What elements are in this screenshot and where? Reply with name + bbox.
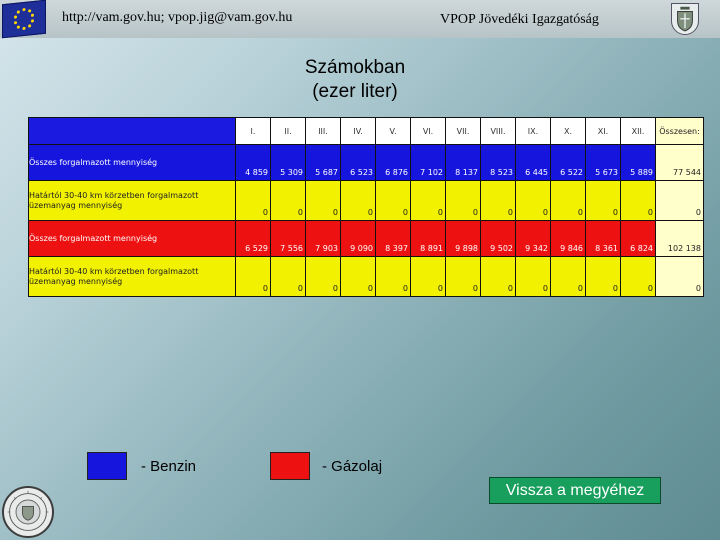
row-total-cell: 102 138 xyxy=(656,221,704,257)
column-header: V. xyxy=(376,117,411,145)
table-cell: 0 xyxy=(551,181,586,221)
title-line-2: (ezer liter) xyxy=(312,81,398,102)
table-cell: 9 846 xyxy=(551,221,586,257)
row-label: Határtól 30-40 km körzetben forgalmazott üzemanyag mennyiség xyxy=(28,257,236,297)
total-column-header: Összesen: xyxy=(656,117,704,145)
column-header: III. xyxy=(306,117,341,145)
table-cell: 0 xyxy=(341,181,376,221)
table-cell: 6 523 xyxy=(341,145,376,181)
page-title xyxy=(250,56,460,104)
column-header: X. xyxy=(551,117,586,145)
eu-flag-icon xyxy=(2,0,46,38)
table-cell: 4 859 xyxy=(236,145,271,181)
header-url[interactable]: http://vam.gov.hu; vpop.jig@vam.gov.hu xyxy=(62,10,293,25)
table-cell: 7 102 xyxy=(411,145,446,181)
table-cell: 0 xyxy=(481,181,516,221)
column-header: IX. xyxy=(516,117,551,145)
table-cell: 8 523 xyxy=(481,145,516,181)
table-cell: 0 xyxy=(516,257,551,297)
table-cell: 8 361 xyxy=(586,221,621,257)
row-total-cell: 0 xyxy=(656,181,704,221)
table-cell: 9 342 xyxy=(516,221,551,257)
benzin-legend-swatch xyxy=(87,452,127,480)
table-cell: 8 891 xyxy=(411,221,446,257)
table-cell: 0 xyxy=(621,181,656,221)
column-header: XII. xyxy=(621,117,656,145)
benzin-legend-label: - Benzin xyxy=(141,458,197,475)
table-cell: 0 xyxy=(306,257,341,297)
table-cell: 0 xyxy=(551,257,586,297)
table-cell: 6 876 xyxy=(376,145,411,181)
table-cell: 0 xyxy=(446,181,481,221)
table-cell: 6 445 xyxy=(516,145,551,181)
table-cell: 0 xyxy=(236,257,271,297)
column-header: VII. xyxy=(446,117,481,145)
monthly-volume-table xyxy=(28,117,704,297)
row-total-cell: 0 xyxy=(656,257,704,297)
row-label: Összes forgalmazott mennyiség xyxy=(28,145,236,181)
table-corner-cell xyxy=(28,117,236,145)
table-cell: 0 xyxy=(271,181,306,221)
row-total-cell: 77 544 xyxy=(656,145,704,181)
table-cell: 0 xyxy=(271,257,306,297)
table-cell: 0 xyxy=(516,181,551,221)
table-cell: 0 xyxy=(586,181,621,221)
column-header: II. xyxy=(271,117,306,145)
table-cell: 8 397 xyxy=(376,221,411,257)
table-cell: 0 xyxy=(376,181,411,221)
table-cell: 6 824 xyxy=(621,221,656,257)
table-cell: 0 xyxy=(341,257,376,297)
table-cell: 0 xyxy=(411,257,446,297)
table-cell: 9 898 xyxy=(446,221,481,257)
anniversary-stamp-icon xyxy=(2,486,54,538)
table-cell: 5 889 xyxy=(621,145,656,181)
header-org-name: VPOP Jövedéki Igazgatóság xyxy=(440,12,599,27)
column-header: VIII. xyxy=(481,117,516,145)
table-cell: 7 556 xyxy=(271,221,306,257)
coat-of-arms-icon xyxy=(671,3,699,35)
table-cell: 8 137 xyxy=(446,145,481,181)
table-cell: 5 673 xyxy=(586,145,621,181)
gazolaj-legend-swatch xyxy=(270,452,310,480)
table-cell: 6 522 xyxy=(551,145,586,181)
table-cell: 0 xyxy=(236,181,271,221)
table-cell: 0 xyxy=(446,257,481,297)
row-label: Összes forgalmazott mennyiség xyxy=(28,221,236,257)
table-cell: 6 529 xyxy=(236,221,271,257)
table-cell: 5 687 xyxy=(306,145,341,181)
table-cell: 0 xyxy=(411,181,446,221)
table-cell: 7 903 xyxy=(306,221,341,257)
row-label: Határtól 30-40 km körzetben forgalmazott üzemanyag mennyiség xyxy=(28,181,236,221)
table-cell: 9 090 xyxy=(341,221,376,257)
column-header: XI. xyxy=(586,117,621,145)
table-cell: 0 xyxy=(376,257,411,297)
table-cell: 0 xyxy=(621,257,656,297)
table-cell: 0 xyxy=(306,181,341,221)
title-line-1: Számokban xyxy=(304,57,406,78)
back-to-county-button[interactable]: Vissza a megyéhez xyxy=(489,477,661,504)
column-header: VI. xyxy=(411,117,446,145)
table-cell: 0 xyxy=(481,257,516,297)
column-header: I. xyxy=(236,117,271,145)
gazolaj-legend-label: - Gázolaj xyxy=(322,458,383,475)
table-cell: 0 xyxy=(586,257,621,297)
table-cell: 9 502 xyxy=(481,221,516,257)
table-cell: 5 309 xyxy=(271,145,306,181)
header-bar xyxy=(0,0,720,38)
column-header: IV. xyxy=(341,117,376,145)
